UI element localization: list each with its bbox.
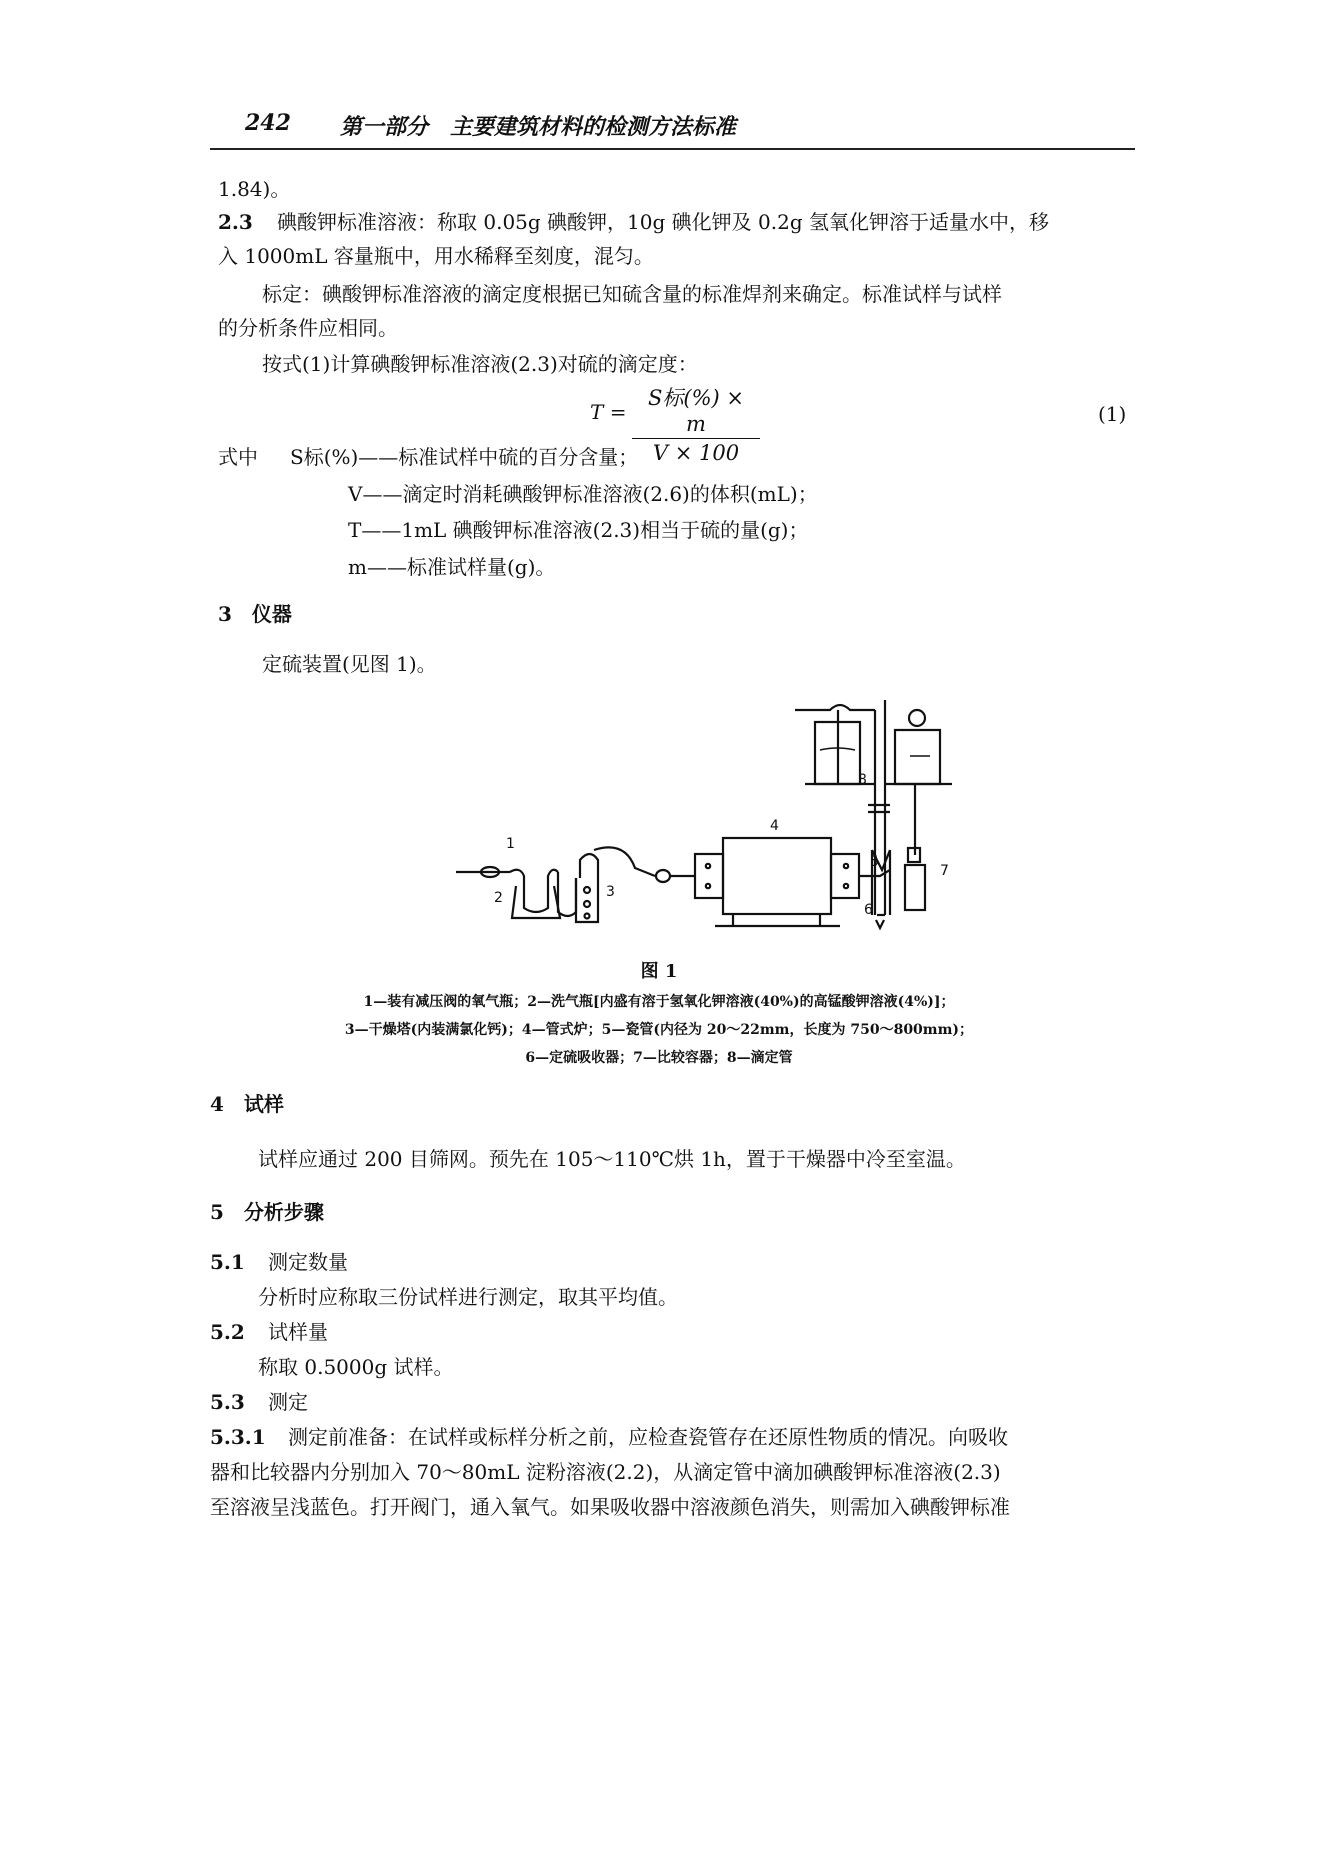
s5-1-number: 5.1 — [210, 1250, 245, 1274]
formula-number: (1) — [1098, 402, 1127, 426]
comparison-vessel — [905, 784, 925, 910]
line-0: 1.84)。 — [218, 177, 291, 201]
where-item-3: T——1mL 碘酸钾标准溶液(2.3)相当于硫的量(g)； — [348, 518, 809, 542]
s5-3-1-number: 5.3.1 — [210, 1425, 266, 1449]
page-number: 242 — [245, 110, 291, 136]
where-item-2: V——滴定时消耗碘酸钾标准溶液(2.6)的体积(mL)； — [348, 482, 818, 506]
running-header: 第一部分 主要建筑材料的检测方法标准 — [340, 114, 737, 140]
s5-1-text: 分析时应称取三份试样进行测定，取其平均值。 — [258, 1285, 678, 1309]
section-4-heading: 4 试样 — [210, 1092, 284, 1116]
svg-text:8: 8 — [858, 772, 867, 788]
section-3-text: 定硫装置(见图 1)。 — [262, 652, 437, 676]
drying-tower — [558, 854, 598, 922]
formula-fraction — [632, 382, 760, 465]
svg-text:6: 6 — [864, 902, 873, 918]
svg-text:2: 2 — [494, 890, 503, 906]
s5-2-number: 5.2 — [210, 1320, 245, 1344]
connecting-tube — [594, 847, 655, 876]
s5-3-1-line-3: 至溶液呈浅蓝色。打开阀门，通入氧气。如果吸收器中溶液颜色消失，则需加入碘酸钾标准 — [210, 1495, 1010, 1519]
reservoir-bottle-right — [885, 710, 952, 784]
svg-text:5: 5 — [870, 854, 879, 870]
header-rule — [210, 148, 1135, 150]
s5-3-number: 5.3 — [210, 1390, 245, 1414]
svg-text:4: 4 — [770, 818, 779, 834]
svg-text:7: 7 — [940, 863, 949, 879]
oxygen-cylinder-valve — [456, 867, 510, 877]
where-item-4: m——标准试样量(g)。 — [348, 555, 556, 579]
formula-lhs: T = — [590, 400, 627, 424]
s5-3-title: 测定 — [268, 1390, 308, 1414]
where-label: 式中 — [218, 445, 258, 469]
svg-text:1: 1 — [506, 836, 515, 852]
s2-3-line-1: 碘酸钾标准溶液：称取 0.05g 碘酸钾，10g 碘化钾及 0.2g 氢氧化钾溶于适量水中，移 — [277, 210, 1049, 234]
where-item-1: S标(%)——标准试样中硫的百分含量； — [290, 445, 639, 469]
absorber-assembly — [780, 700, 1120, 960]
s5-3-1-line-1: 测定前准备：在试样或标样分析之前，应检查瓷管存在还原性物质的情况。向吸收 — [288, 1425, 1008, 1449]
section-3-heading: 3 仪器 — [218, 602, 292, 626]
s5-1-title: 测定数量 — [268, 1250, 348, 1274]
calibration-line-1: 标定：碘酸钾标准溶液的滴定度根据已知硫含量的标准焊剂来确定。标准试样与试样 — [262, 282, 1002, 306]
tube-stopper — [656, 870, 670, 882]
figure-caption-3: 6—定硫吸收器；7—比较容器；8—滴定管 — [525, 1050, 793, 1066]
figure-title: 图 1 — [640, 961, 678, 982]
section-5-heading: 5 分析步骤 — [210, 1200, 324, 1224]
figure-caption-1: 1—装有减压阀的氧气瓶；2—洗气瓶[内盛有溶于氢氧化钾溶液(40%)的高锰酸钾溶液(4%)]； — [363, 994, 955, 1010]
s5-3-1-line-2: 器和比较器内分别加入 70～80mL 淀粉溶液(2.2)，从滴定管中滴加碘酸钾标准溶液(2.3) — [210, 1460, 1001, 1484]
formula-denominator: V × 100 — [652, 441, 740, 465]
formula-intro: 按式(1)计算碘酸钾标准溶液(2.3)对硫的滴定度： — [262, 352, 698, 376]
s5-2-text: 称取 0.5000g 试样。 — [258, 1355, 454, 1379]
s2-3-line-2: 入 1000mL 容量瓶中，用水稀释至刻度，混匀。 — [218, 244, 654, 268]
section-4-text: 试样应通过 200 目筛网。预先在 105～110℃烘 1h，置于干燥器中冷至室温。 — [258, 1147, 966, 1171]
s2-3-number: 2.3 — [218, 210, 253, 234]
calibration-line-2: 的分析条件应相同。 — [218, 316, 398, 340]
formula-numerator: S标(%) × m — [632, 382, 760, 439]
svg-text:3: 3 — [606, 884, 615, 900]
wash-bottle — [510, 870, 560, 918]
top-tubing — [795, 705, 875, 710]
s5-2-title: 试样量 — [268, 1320, 328, 1344]
figure-caption-2: 3—干燥塔(内装满氯化钙)；4—管式炉；5—瓷管(内径为 20～22mm，长度为 750～800mm)； — [344, 1022, 974, 1038]
